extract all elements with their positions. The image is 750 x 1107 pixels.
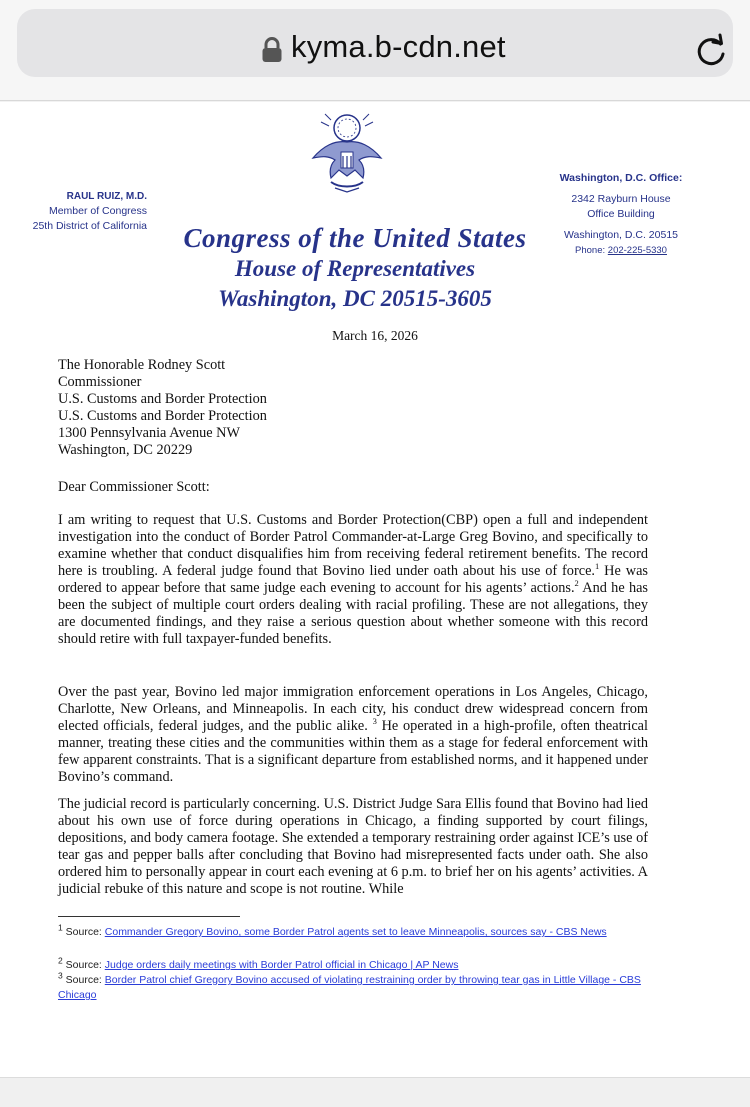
footnote-ref: 2 xyxy=(574,578,579,589)
lock-icon xyxy=(261,37,283,63)
address-line: 1300 Pennsylvania Avenue NW xyxy=(58,425,240,441)
url-text[interactable]: kyma.b-cdn.net xyxy=(291,29,506,64)
footnote-ref: 1 xyxy=(594,561,600,572)
letterhead-address: Washington, DC 20515-3605 xyxy=(218,286,492,311)
footnote-divider xyxy=(58,916,240,917)
member-info xyxy=(0,189,147,234)
office-title: Washington, D.C. Office: xyxy=(559,172,683,184)
footnote-ref: 3 xyxy=(372,716,377,727)
office-address-line: Office Building xyxy=(587,208,655,220)
house-seal-eagle-icon xyxy=(309,112,385,194)
letterhead-subtitle: House of Representatives xyxy=(234,256,476,281)
address-bar[interactable] xyxy=(17,9,733,77)
footnote-link[interactable]: Judge orders daily meetings with Border Patrol official in Chicago | AP News xyxy=(104,959,459,971)
address-line: U.S. Customs and Border Protection xyxy=(58,391,267,407)
recipient-address xyxy=(58,357,648,459)
paragraph-2: Over the past year, Bovino led major immigration enforcement operations in Los Angeles, Chicago, Charlotte, New Orleans, and Minneapolis. In each city, his conduct drew widespread concern from elected officials, federal judges, and the public alike. $^3$ He operated in a high-profile, often theatrical manner, treating these cities and the communities within them as a stage for federal enforcement with few apparent constraints. That is a significant departure from established norms, and it happened under Bovino’s command. xyxy=(58,684,648,785)
member-name: RAUL RUIZ, M.D. xyxy=(66,191,147,202)
phone-label: Phone: xyxy=(575,245,606,256)
footnote-link[interactable]: Commander Gregory Bovino, some Border Patrol agents set to leave Minneapolis, sources say - CBS News xyxy=(104,926,607,938)
letterhead-title: Congress of the United States xyxy=(183,223,527,253)
document-page xyxy=(0,102,750,1077)
salutation: Dear Commissioner Scott: xyxy=(58,479,210,495)
member-district: 25th District of California xyxy=(32,220,147,232)
office-info xyxy=(546,171,696,258)
office-address-line: Washington, D.C. 20515 xyxy=(563,229,678,241)
member-title: Member of Congress xyxy=(48,205,147,217)
letter-date: March 16, 2026 xyxy=(332,328,418,343)
footnote-3: $^3$ Source: Border Patrol chief Gregory Bovino accused of violating restraining order by throwing tear gas in Little Village - CBS Chicago xyxy=(58,970,641,1001)
footnote-1: $^1$ Source: Commander Gregory Bovino, some Border Patrol agents set to leave Minneapolis, sources say - CBS News xyxy=(58,922,607,938)
address-line: Washington, DC 20229 xyxy=(58,442,193,458)
reload-icon[interactable] xyxy=(693,33,729,69)
footnote-link[interactable]: Border Patrol chief Gregory Bovino accused of violating restraining order by throwing tear gas in Little Village - CBS Chicago xyxy=(58,974,641,1001)
browser-bottom-strip xyxy=(0,1077,750,1107)
office-address-line: 2342 Rayburn House xyxy=(571,193,671,205)
phone-link[interactable]: 202-225-5330 xyxy=(607,245,667,256)
paragraph-3: The judicial record is particularly concerning. U.S. District Judge Sara Ellis found that Bovino had lied about his own use of force during operations in Chicago, a finding supported by court filings, depositions, and body camera footage. She extended a temporary restraining order against ICE’s use of tear gas and pepper balls after concluding that Bovino had misrepresented facts under oath. She also ordered him to personally appear in court each evening at 6 p.m. to brief her on his agents’ activities. A judicial rebuke of this nature and scope is not routine. While xyxy=(58,796,648,897)
address-line: U.S. Customs and Border Protection xyxy=(58,408,267,424)
address-line: Commissioner xyxy=(58,374,142,390)
office-phone xyxy=(546,243,696,258)
address-line: The Honorable Rodney Scott xyxy=(58,357,226,373)
paragraph-1: I am writing to request that U.S. Customs and Border Protection(CBP) open a full and independent investigation into the conduct of Border Patrol Commander-at-Large Greg Bovino, and specifically to examine whether that conduct disqualifies him from receiving federal retirement benefits. The record here is troubling. A federal judge found that Bovino lied under oath about his use of force.$^1$ He was ordered to appear before that same judge each evening to account for his agents’ actions.$^2$ And he has been the subject of multiple court orders dealing with racial profiling. These are not allegations, they are documented findings, and they raise a serious question about whether someone with this record should retire with full taxpayer-funded benefits. xyxy=(58,512,649,647)
footnote-2: $^2$ Source: Judge orders daily meetings with Border Patrol official in Chicago | AP News xyxy=(58,955,459,971)
browser-toolbar xyxy=(0,0,750,101)
